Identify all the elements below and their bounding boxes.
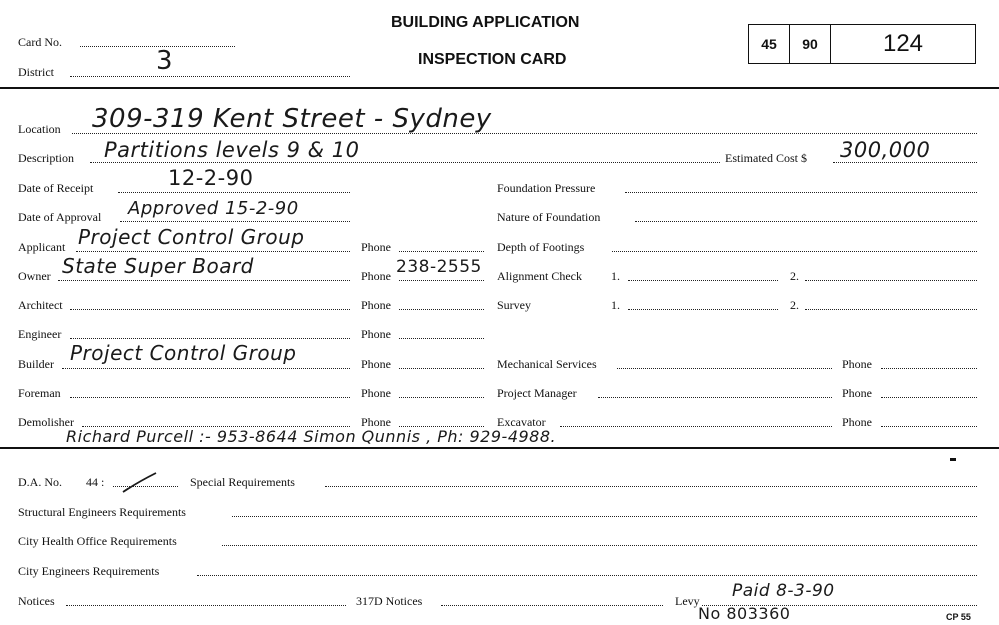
date-of-receipt-value: 12-2-90 xyxy=(168,166,254,190)
card-number-cell-3: 124 xyxy=(882,30,924,57)
builder-value: Project Control Group xyxy=(70,341,297,365)
mechanical-services-phone-line xyxy=(881,368,977,369)
excavator-line xyxy=(560,426,832,427)
city-engineers-requirements-line xyxy=(197,575,977,576)
alignment-check-line-2 xyxy=(805,280,977,281)
da-no-label: D.A. No. xyxy=(18,475,62,489)
applicant-label: Applicant xyxy=(18,240,66,254)
applicant-phone-label: Phone xyxy=(361,240,391,254)
card-number-cell-1: 45 xyxy=(749,25,790,63)
special-requirements-label: Special Requirements xyxy=(190,475,295,489)
depth-of-footings-label: Depth of Footings xyxy=(497,240,585,254)
applicant-value: Project Control Group xyxy=(78,225,305,249)
engineer-phone-line xyxy=(399,338,484,339)
survey-label: Survey xyxy=(497,298,531,312)
structural-requirements-label: Structural Engineers Requirements xyxy=(18,505,186,519)
architect-label: Architect xyxy=(18,298,63,312)
owner-phone-value: 238-2555 xyxy=(396,257,482,277)
applicant-line xyxy=(76,251,350,252)
foreman-line xyxy=(70,397,350,398)
levy-label: Levy xyxy=(675,594,700,608)
architect-line xyxy=(70,309,350,310)
applicant-phone-line xyxy=(399,251,484,252)
description-value: Partitions levels 9 & 10 xyxy=(104,138,360,162)
header-divider xyxy=(0,87,999,89)
lower-divider xyxy=(0,447,999,449)
health-requirements-line xyxy=(222,545,977,546)
foreman-label: Foreman xyxy=(18,386,61,400)
nature-of-foundation-label: Nature of Foundation xyxy=(497,210,601,224)
date-of-receipt-line xyxy=(118,192,350,193)
ink-mark xyxy=(950,458,956,461)
district-line xyxy=(70,76,350,77)
estimated-cost-line xyxy=(833,162,977,163)
description-line xyxy=(90,162,720,163)
alignment-check-line-1 xyxy=(628,280,778,281)
location-label: Location xyxy=(18,122,61,136)
notices-label: Notices xyxy=(18,594,55,608)
title-line-1: BUILDING APPLICATION xyxy=(391,14,580,31)
builder-phone-label: Phone xyxy=(361,357,391,371)
project-manager-line xyxy=(598,397,832,398)
foreman-phone-label: Phone xyxy=(361,386,391,400)
da-no-slash-mark xyxy=(120,470,160,496)
engineer-label: Engineer xyxy=(18,327,62,341)
date-of-receipt-label: Date of Receipt xyxy=(18,181,94,195)
city-engineers-requirements-label: City Engineers Requirements xyxy=(18,564,160,578)
project-manager-phone-label: Phone xyxy=(842,386,872,400)
nature-of-foundation-line xyxy=(635,221,977,222)
alignment-check-label: Alignment Check xyxy=(497,269,582,283)
project-manager-phone-line xyxy=(881,397,977,398)
foundation-pressure-line xyxy=(625,192,977,193)
owner-phone-label: Phone xyxy=(361,269,391,283)
district-value: 3 xyxy=(156,46,174,76)
excavator-phone-label: Phone xyxy=(842,415,872,429)
district-label: District xyxy=(18,65,54,79)
levy-value: Paid 8-3-90 xyxy=(732,581,835,601)
depth-of-footings-line xyxy=(612,251,977,252)
architect-phone-label: Phone xyxy=(361,298,391,312)
special-requirements-line xyxy=(325,486,977,487)
engineer-line xyxy=(70,338,350,339)
mechanical-services-label: Mechanical Services xyxy=(497,357,597,371)
health-requirements-label: City Health Office Requirements xyxy=(18,534,177,548)
demolisher-label: Demolisher xyxy=(18,415,74,429)
engineer-phone-label: Phone xyxy=(361,327,391,341)
contacts-note: Richard Purcell :- 953-8644 Simon Qunnis , Ph: 929-4988. xyxy=(66,427,557,446)
mechanical-services-line xyxy=(617,368,832,369)
survey-n1: 1. xyxy=(611,298,620,312)
mechanical-services-phone-label: Phone xyxy=(842,357,872,371)
date-of-approval-line xyxy=(120,221,350,222)
date-of-approval-value: Approved 15-2-90 xyxy=(128,198,299,219)
structural-requirements-line xyxy=(232,516,977,517)
notices-line xyxy=(66,605,346,606)
owner-label: Owner xyxy=(18,269,51,283)
card-number-box xyxy=(748,24,976,64)
location-value: 309-319 Kent Street - Sydney xyxy=(92,104,492,134)
survey-line-2 xyxy=(805,309,977,310)
architect-phone-line xyxy=(399,309,484,310)
card-number-cell-2: 90 xyxy=(790,25,831,63)
alignment-check-n2: 2. xyxy=(790,269,799,283)
owner-phone-line xyxy=(399,280,484,281)
estimated-cost-label: Estimated Cost $ xyxy=(725,151,807,165)
excavator-phone-line xyxy=(881,426,977,427)
survey-n2: 2. xyxy=(790,298,799,312)
form-code: CP 55 xyxy=(946,612,971,622)
title-line-2: INSPECTION CARD xyxy=(418,51,567,68)
foreman-phone-line xyxy=(399,397,484,398)
demolisher-phone-label: Phone xyxy=(361,415,391,429)
da-no-value: 44 : xyxy=(86,475,105,489)
project-manager-label: Project Manager xyxy=(497,386,577,400)
alignment-check-n1: 1. xyxy=(611,269,620,283)
owner-line xyxy=(58,280,350,281)
builder-line xyxy=(62,368,350,369)
estimated-cost-value: 300,000 xyxy=(840,138,931,162)
builder-label: Builder xyxy=(18,357,54,371)
notices-317d-line xyxy=(441,605,663,606)
date-of-approval-label: Date of Approval xyxy=(18,210,102,224)
foundation-pressure-label: Foundation Pressure xyxy=(497,181,596,195)
notices-317d-label: 317D Notices xyxy=(356,594,423,608)
receipt-number: No 803360 xyxy=(698,604,791,623)
card-no-label: Card No. xyxy=(18,35,62,49)
survey-line-1 xyxy=(628,309,778,310)
excavator-label: Excavator xyxy=(497,415,546,429)
description-label: Description xyxy=(18,151,74,165)
builder-phone-line xyxy=(399,368,484,369)
owner-value: State Super Board xyxy=(62,254,254,278)
